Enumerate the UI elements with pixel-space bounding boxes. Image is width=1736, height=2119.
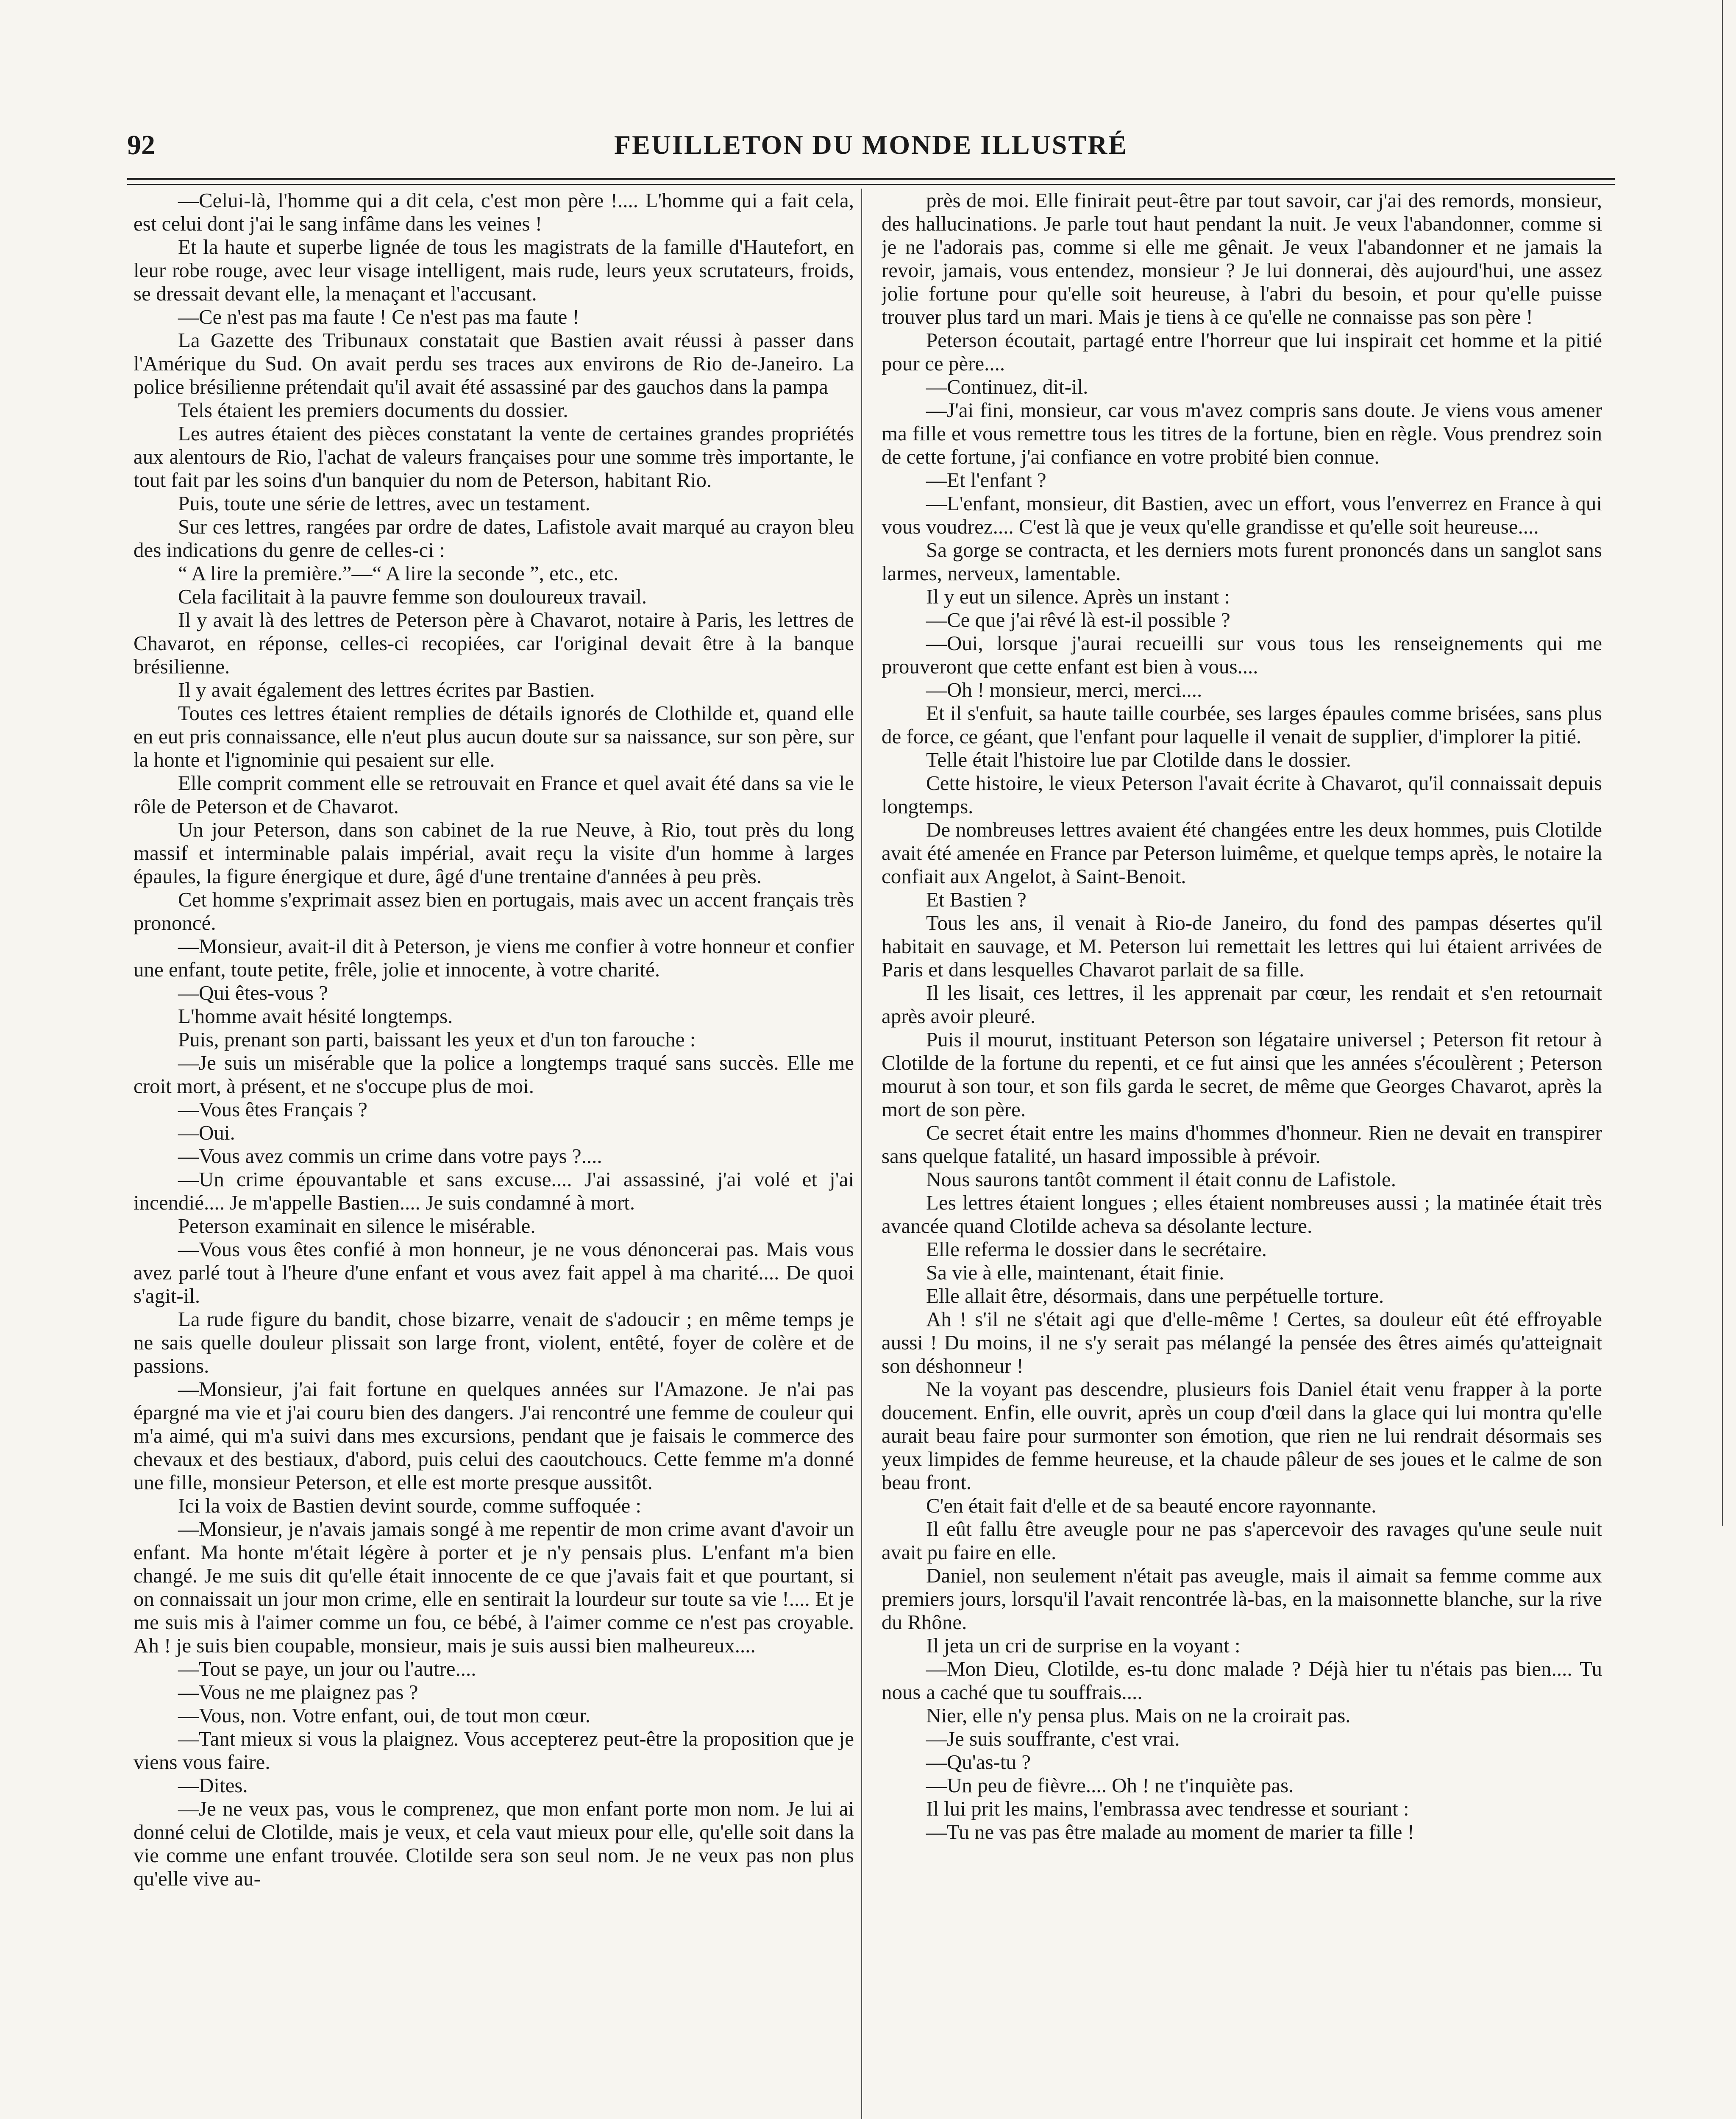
paragraph: Il jeta un cri de surprise en la voyant : [926, 1634, 1241, 1657]
paragraph: Et il s'enfuit, sa haute taille courbée, ses larges épaules comme brisées, sans plus de force, ce géant, que l'enfant pour laquelle il venait de supplier, d'implorer la pitié. [882, 701, 1602, 748]
paragraph: Puis, toute une série de lettres, avec un testament. [178, 492, 590, 515]
paragraph: Et Bastien ? [926, 888, 1027, 911]
paragraph: —Monsieur, avait-il dit à Peterson, je viens me confier à votre honneur et confier une enfant, toute petite, frêle, jolie et innocente, à votre charité. [134, 934, 854, 981]
paragraph: Cet homme s'exprimait assez bien en portugais, mais avec un accent français très prononcé. [134, 888, 854, 934]
paragraph: Tous les ans, il venait à Rio-de Janeiro, du fond des pampas désertes qu'il habitait en sauvage, et M. Peterson lui remettait les lettres qui lui étaient arrivées de Paris et dans lesquelles Chavarot parlait de sa fille. [882, 911, 1602, 981]
column-divider [861, 189, 862, 2119]
running-title: FEUILLETON DU MONDE ILLUSTRÉ [614, 130, 1128, 160]
paragraph: —Vous ne me plaignez pas ? [178, 1680, 418, 1704]
paragraph: Nous saurons tantôt comment il était connu de Lafistole. [926, 1168, 1397, 1191]
paragraph: —Monsieur, j'ai fait fortune en quelques années sur l'Amazone. Je n'ai pas épargné ma vie et j'ai couru bien des dangers. J'ai rencontré une femme de couleur qui m'a aimé, qui m'a suivi dans mes excursions, pendant que je faisais le commerce des chevaux et des bestiaux, d'abord, puis celui des caoutchoucs. Cette femme m'a donné une fille, monsieur Peterson, et elle est morte presque aussitôt. [134, 1377, 854, 1494]
paragraph: —Je ne veux pas, vous le comprenez, que mon enfant porte mon nom. Je lui ai donné celui de Clotilde, mais je veux, et cela vaut mieux pour elle, qu'elle soit dans la vie comme une enfant trouvée. Clotilde sera son seul nom. Je ne veux pas non plus qu'elle vive au- [134, 1797, 854, 1890]
paragraph: De nombreuses lettres avaient été changées entre les deux hommes, puis Clotilde avait été amenée en France par Peterson luimême, et quelque temps après, le notaire la confiait aux Angelot, à Saint-Benoit. [882, 818, 1602, 888]
paragraph: Elle referma le dossier dans le secrétaire. [926, 1237, 1267, 1261]
paragraph: Puis, prenant son parti, baissant les yeux et d'un ton farouche : [178, 1028, 696, 1051]
paragraph: —Oui. [178, 1121, 235, 1144]
paragraph: —Vous, non. Votre enfant, oui, de tout mon cœur. [178, 1704, 591, 1727]
paragraph: Un jour Peterson, dans son cabinet de la rue Neuve, à Rio, tout près du long massif et interminable palais impérial, avait reçu la visite d'un homme à larges épaules, la figure énergique et dure, âgé d'une trentaine d'années à peu près. [134, 818, 854, 888]
paragraph: —Vous vous êtes confié à mon honneur, je ne vous dénoncerai pas. Mais vous avez parlé tout à l'heure d'une enfant et vous avez fait appel à ma charité.... De quoi s'agit-il. [134, 1237, 854, 1307]
paragraph: Il y eut un silence. Après un instant : [926, 585, 1230, 608]
paragraph: —Un crime épouvantable et sans excuse.... J'ai assassiné, j'ai volé et j'ai incendié.... Je m'appelle Bastien.... Je suis condamné à mort. [134, 1168, 854, 1214]
paragraph: Toutes ces lettres étaient remplies de détails ignorés de Clothilde et, quand elle en eut pris connaissance, elle n'eut plus aucun doute sur sa naissance, sur son père, sur la honte et l'ignominie qui pesaient sur elle. [134, 701, 854, 771]
paragraph: Ce secret était entre les mains d'hommes d'honneur. Rien ne devait en transpirer sans quelque fatalité, un hasard impossible à prévoir. [882, 1121, 1602, 1168]
paragraph: Elle allait être, désormais, dans une perpétuelle torture. [926, 1284, 1384, 1307]
paragraph: —Tu ne vas pas être malade au moment de marier ta fille ! [926, 1820, 1415, 1844]
paragraph: Ici la voix de Bastien devint sourde, comme suffoquée : [178, 1494, 642, 1517]
paragraph: Elle comprit comment elle se retrouvait en France et quel avait été dans sa vie le rôle de Peterson et de Chavarot. [134, 771, 854, 818]
paragraph: —Vous êtes Français ? [178, 1098, 367, 1121]
paragraph: —L'enfant, monsieur, dit Bastien, avec un effort, vous l'enverrez en France à qui vous voudrez.... C'est là que je veux qu'elle grandisse et qu'elle soit heureuse.... [882, 492, 1602, 538]
paragraph: —Qui êtes-vous ? [178, 981, 328, 1004]
paragraph: —Je suis un misérable que la police a longtemps traqué sans succès. Elle me croit mort, à présent, et ne s'occupe plus de moi. [134, 1051, 854, 1098]
paragraph: Il y avait là des lettres de Peterson père à Chavarot, notaire à Paris, les lettres de Chavarot, en réponse, celles-ci recopiées, car l'original devait être à la banque brésilienne. [134, 608, 854, 678]
paragraph: Sa gorge se contracta, et les derniers mots furent prononcés dans un sanglot sans larmes, nerveux, lamentable. [882, 538, 1602, 585]
paragraph: Nier, elle n'y pensa plus. Mais on ne la croirait pas. [926, 1704, 1351, 1727]
paragraph: Les autres étaient des pièces constatant la vente de certaines grandes propriétés aux alentours de Rio, l'achat de valeurs françaises pour une somme très importante, le tout fait par les soins d'un banquier du nom de Peterson, habitant Rio. [134, 422, 854, 492]
paragraph: Il eût fallu être aveugle pour ne pas s'apercevoir des ravages qu'une seule nuit avait pu faire en elle. [882, 1517, 1602, 1564]
paragraph: —Ce que j'ai rêvé là est-il possible ? [926, 608, 1230, 631]
paragraph: —J'ai fini, monsieur, car vous m'avez compris sans doute. Je viens vous amener ma fille et vous remettre tous les titres de la fortune, bien en règle. Vous prendrez soin de cette fortune, j'ai confiance en votre probité bien connue. [882, 398, 1602, 468]
paragraph: —Un peu de fièvre.... Oh ! ne t'inquiète pas. [926, 1774, 1294, 1797]
right-column [882, 189, 1602, 2119]
paragraph: —Monsieur, je n'avais jamais songé à me repentir de mon crime avant d'avoir un enfant. Ma honte m'était légère à porter et je n'y pensais plus. L'enfant m'a bien changé. Je me suis dit qu'elle était innocente de ce que j'avais fait et que pourtant, si on connaissait un jour mon crime, elle en sentirait la lourdeur sur toute sa vie !.... Et je me suis mis à l'aimer comme un fou, ce bébé, à l'aimer comme ce n'est pas croyable. Ah ! je suis bien coupable, monsieur, mais je suis aussi bien malheureux.... [134, 1517, 854, 1657]
paragraph: —Oui, lorsque j'aurai recueilli sur vous tous les renseignements qui me prouveront que cette enfant est bien à vous.... [882, 631, 1602, 678]
paragraph: —Celui-là, l'homme qui a dit cela, c'est mon père !.... L'homme qui a fait cela, est celui dont j'ai le sang infâme dans les veines ! [134, 189, 854, 235]
paragraph: —Mon Dieu, Clotilde, es-tu donc malade ? Déjà hier tu n'étais pas bien.... Tu nous a caché que tu souffrais.... [882, 1657, 1602, 1704]
paragraph: Ne la voyant pas descendre, plusieurs fois Daniel était venu frapper à la porte doucement. Enfin, elle ouvrit, après un coup d'œil dans la glace qui lui montra qu'elle aurait beau faire pour surmonter son émotion, que rien ne lui rendrait désormais ses yeux limpides de femme heureuse, et la chaude pâleur de ses joues et le calme de son beau front. [882, 1377, 1602, 1494]
paragraph: Cette histoire, le vieux Peterson l'avait écrite à Chavarot, qu'il connaissait depuis longtemps. [882, 771, 1602, 818]
paragraph: Il y avait également des lettres écrites par Bastien. [178, 678, 595, 701]
paragraph: —Oh ! monsieur, merci, merci.... [926, 678, 1202, 701]
paragraph: —Qu'as-tu ? [926, 1750, 1031, 1774]
paragraph: —Continuez, dit-il. [926, 375, 1088, 398]
paragraph: Tels étaient les premiers documents du dossier. [178, 398, 568, 422]
paragraph: Cela facilitait à la pauvre femme son douloureux travail. [178, 585, 647, 608]
paragraph: —Et l'enfant ? [926, 468, 1046, 492]
paragraph: Il les lisait, ces lettres, il les apprenait par cœur, les rendait et s'en retournait après avoir pleuré. [882, 981, 1602, 1028]
paragraph: La rude figure du bandit, chose bizarre, venait de s'adoucir ; en même temps je ne sais quelle douleur plissait son large front, violent, entêté, foyer de colère et de passions. [134, 1307, 854, 1377]
paragraph: Daniel, non seulement n'était pas aveugle, mais il aimait sa femme comme aux premiers jours, lorsqu'il l'avait rencontrée là-bas, en la maisonnette blanche, sur la rive du Rhône. [882, 1564, 1602, 1634]
paragraph: Puis il mourut, instituant Peterson son légataire universel ; Peterson fit retour à Clotilde de la fortune du repenti, et ce fut ainsi que les années s'écoulèrent ; Peterson mourut à son tour, et son fils garda le secret, de même que Georges Chavarot, après la mort de son père. [882, 1028, 1602, 1121]
paragraph: Ah ! s'il ne s'était agi que d'elle-même ! Certes, sa douleur eût été effroyable aussi ! Du moins, il ne s'y serait pas mélangé la pensée des êtres aimés qu'atteignait son déshonneur ! [882, 1307, 1602, 1377]
paragraph: —Ce n'est pas ma faute ! Ce n'est pas ma faute ! [178, 305, 579, 328]
left-column [134, 189, 854, 2119]
paragraph: —Je suis souffrante, c'est vrai. [926, 1727, 1180, 1750]
page-header [127, 129, 1615, 180]
paragraph: Sur ces lettres, rangées par ordre de dates, Lafistole avait marqué au crayon bleu des indications du genre de celles-ci : [134, 515, 854, 562]
paragraph: L'homme avait hésité longtemps. [178, 1004, 453, 1028]
paragraph: Telle était l'histoire lue par Clotilde dans le dossier. [926, 748, 1351, 771]
paragraph: près de moi. Elle finirait peut-être par tout savoir, car j'ai des remords, monsieur, des hallucinations. Je parle tout haut pendant la nuit. Je veux l'abandonner, comme si je ne l'adorais pas, comme si elle me gênait. Je veux l'abandonner et ne jamais la revoir, jamais, vous entendez, monsieur ? Je lui donnerai, dès aujourd'hui, une assez jolie fortune pour qu'elle soit heureuse, à l'abri du besoin, et pour qu'elle puisse trouver plus tard un mari. Mais je tiens à ce qu'elle ne connaisse pas son père ! [882, 189, 1602, 328]
paragraph: Et la haute et superbe lignée de tous les magistrats de la famille d'Hautefort, en leur robe rouge, avec leur visage intelligent, mais rude, leurs yeux scrutateurs, froids, se dressait devant elle, la menaçant et l'accusant. [134, 235, 854, 305]
paragraph: Peterson écoutait, partagé entre l'horreur que lui inspirait cet homme et la pitié pour ce père.... [882, 328, 1602, 375]
paragraph: —Vous avez commis un crime dans votre pays ?.... [178, 1144, 602, 1168]
paragraph: C'en était fait d'elle et de sa beauté encore rayonnante. [926, 1494, 1377, 1517]
paragraph: Il lui prit les mains, l'embrassa avec tendresse et souriant : [926, 1797, 1409, 1820]
paragraph: —Tant mieux si vous la plaignez. Vous accepterez peut-être la proposition que je viens vous faire. [134, 1727, 854, 1774]
paragraph: Peterson examinait en silence le misérable. [178, 1214, 536, 1237]
paragraph: “ A lire la première.”—“ A lire la seconde ”, etc., etc. [178, 562, 619, 585]
paragraph: Les lettres étaient longues ; elles étaient nombreuses aussi ; la matinée était très avancée quand Clotilde acheva sa désolante lecture. [882, 1191, 1602, 1237]
paragraph: Sa vie à elle, maintenant, était finie. [926, 1261, 1224, 1284]
header-rule [127, 178, 1615, 185]
page-edge-mark [1722, 0, 1723, 1526]
paragraph: La Gazette des Tribunaux constatait que Bastien avait réussi à passer dans l'Amérique du Sud. On avait perdu ses traces aux environs de Rio de-Janeiro. La police brésilienne prétendait qu'il avait été assassiné par des gauchos dans la pampa [134, 328, 854, 398]
paragraph: —Dites. [178, 1774, 248, 1797]
page-number: 92 [127, 130, 155, 161]
paragraph: —Tout se paye, un jour ou l'autre.... [178, 1657, 476, 1680]
